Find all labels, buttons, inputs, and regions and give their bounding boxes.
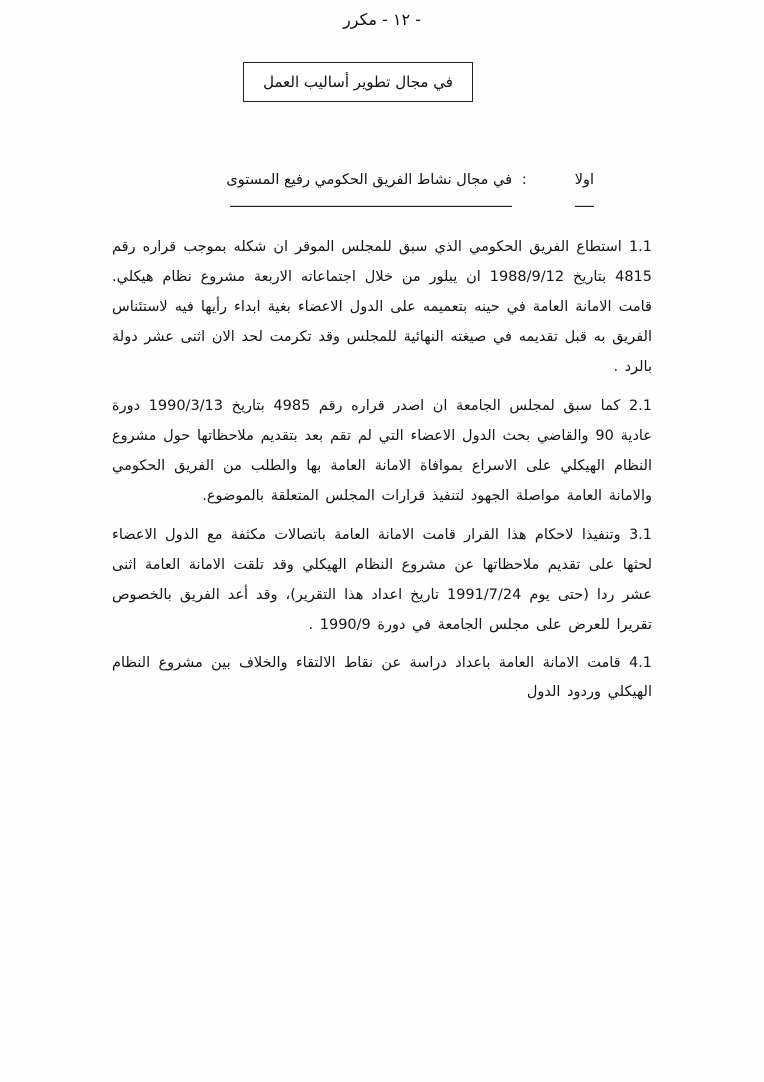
paragraph: 4.1 قامت الامانة العامة باعداد دراسة عن نقاط الالتقاء والخلاف بين مشروع النظام الهيكلي وردود الدول <box>112 655 652 700</box>
section-heading <box>164 172 594 188</box>
paragraph: 1.1 استطاع الفريق الحكومي الذي سبق للمجلس الموقر ان شكله بموجب قراره رقم 4815 بتاريخ 1988/9/12 ان يبلور من خلال اجتماعاته الاربعة مشروع نظام هيكلي. قامت الامانة العامة في حينه بتعميمه على الدول الاعضاء بغية ابداء رأيها فيه لاستئناس الفريق به قبل تقديمه في صيغته النهائية للمجلس وقد تكرمت لحد الان اثنى عشر دولة بالرد . <box>112 239 652 375</box>
section-colon: : <box>521 172 529 188</box>
document-body <box>112 232 652 716</box>
title-box <box>243 62 473 102</box>
section-title: في مجال نشاط الفريق الحكومي رفيع المستوى <box>226 172 512 188</box>
section-label-underline: ـــــ <box>574 196 594 211</box>
section-underline-row <box>164 196 594 211</box>
document-title: في مجال تطوير أساليب العمل <box>263 73 453 91</box>
section-title-underline: ــــــــــــــــــــــــــــــــــــــــــــــــــــــــــــــــــــــــــ <box>230 196 512 211</box>
page-number: - ١٢ - مكرر <box>343 10 421 29</box>
paragraph: 3.1 وتنفيذا لاحكام هذا القرار قامت الامانة العامة باتصالات مكثفة مع الدول الاعضاء لحثها على تقديم ملاحظاتها عن مشروع النظام الهيكلي وقد تلقت الامانة العامة اثنى عشر ردا (حتى يوم 1991/7/24 تاريخ اعداد هذا التقرير)، وقد أعد الفريق بالخصوص تقريرا للعرض على مجلس الجامعة في دورة 1990/9 . <box>112 527 652 633</box>
paragraph: 2.1 كما سبق لمجلس الجامعة ان اصدر قراره رقم 4985 بتاريخ 1990/3/13 دورة عادية 90 والقاضي بحث الدول الاعضاء التي لم تقم بعد بتقديم ملاحظاتها حول مشروع النظام الهيكلي على الاسراع بموافاة الامانة العامة بها والطلب من الفريق الحكومي والامانة العامة مواصلة الجهود لتنفيذ قرارات المجلس المتعلقة بالموضوع. <box>112 398 652 504</box>
section-label: اولا <box>574 172 594 188</box>
